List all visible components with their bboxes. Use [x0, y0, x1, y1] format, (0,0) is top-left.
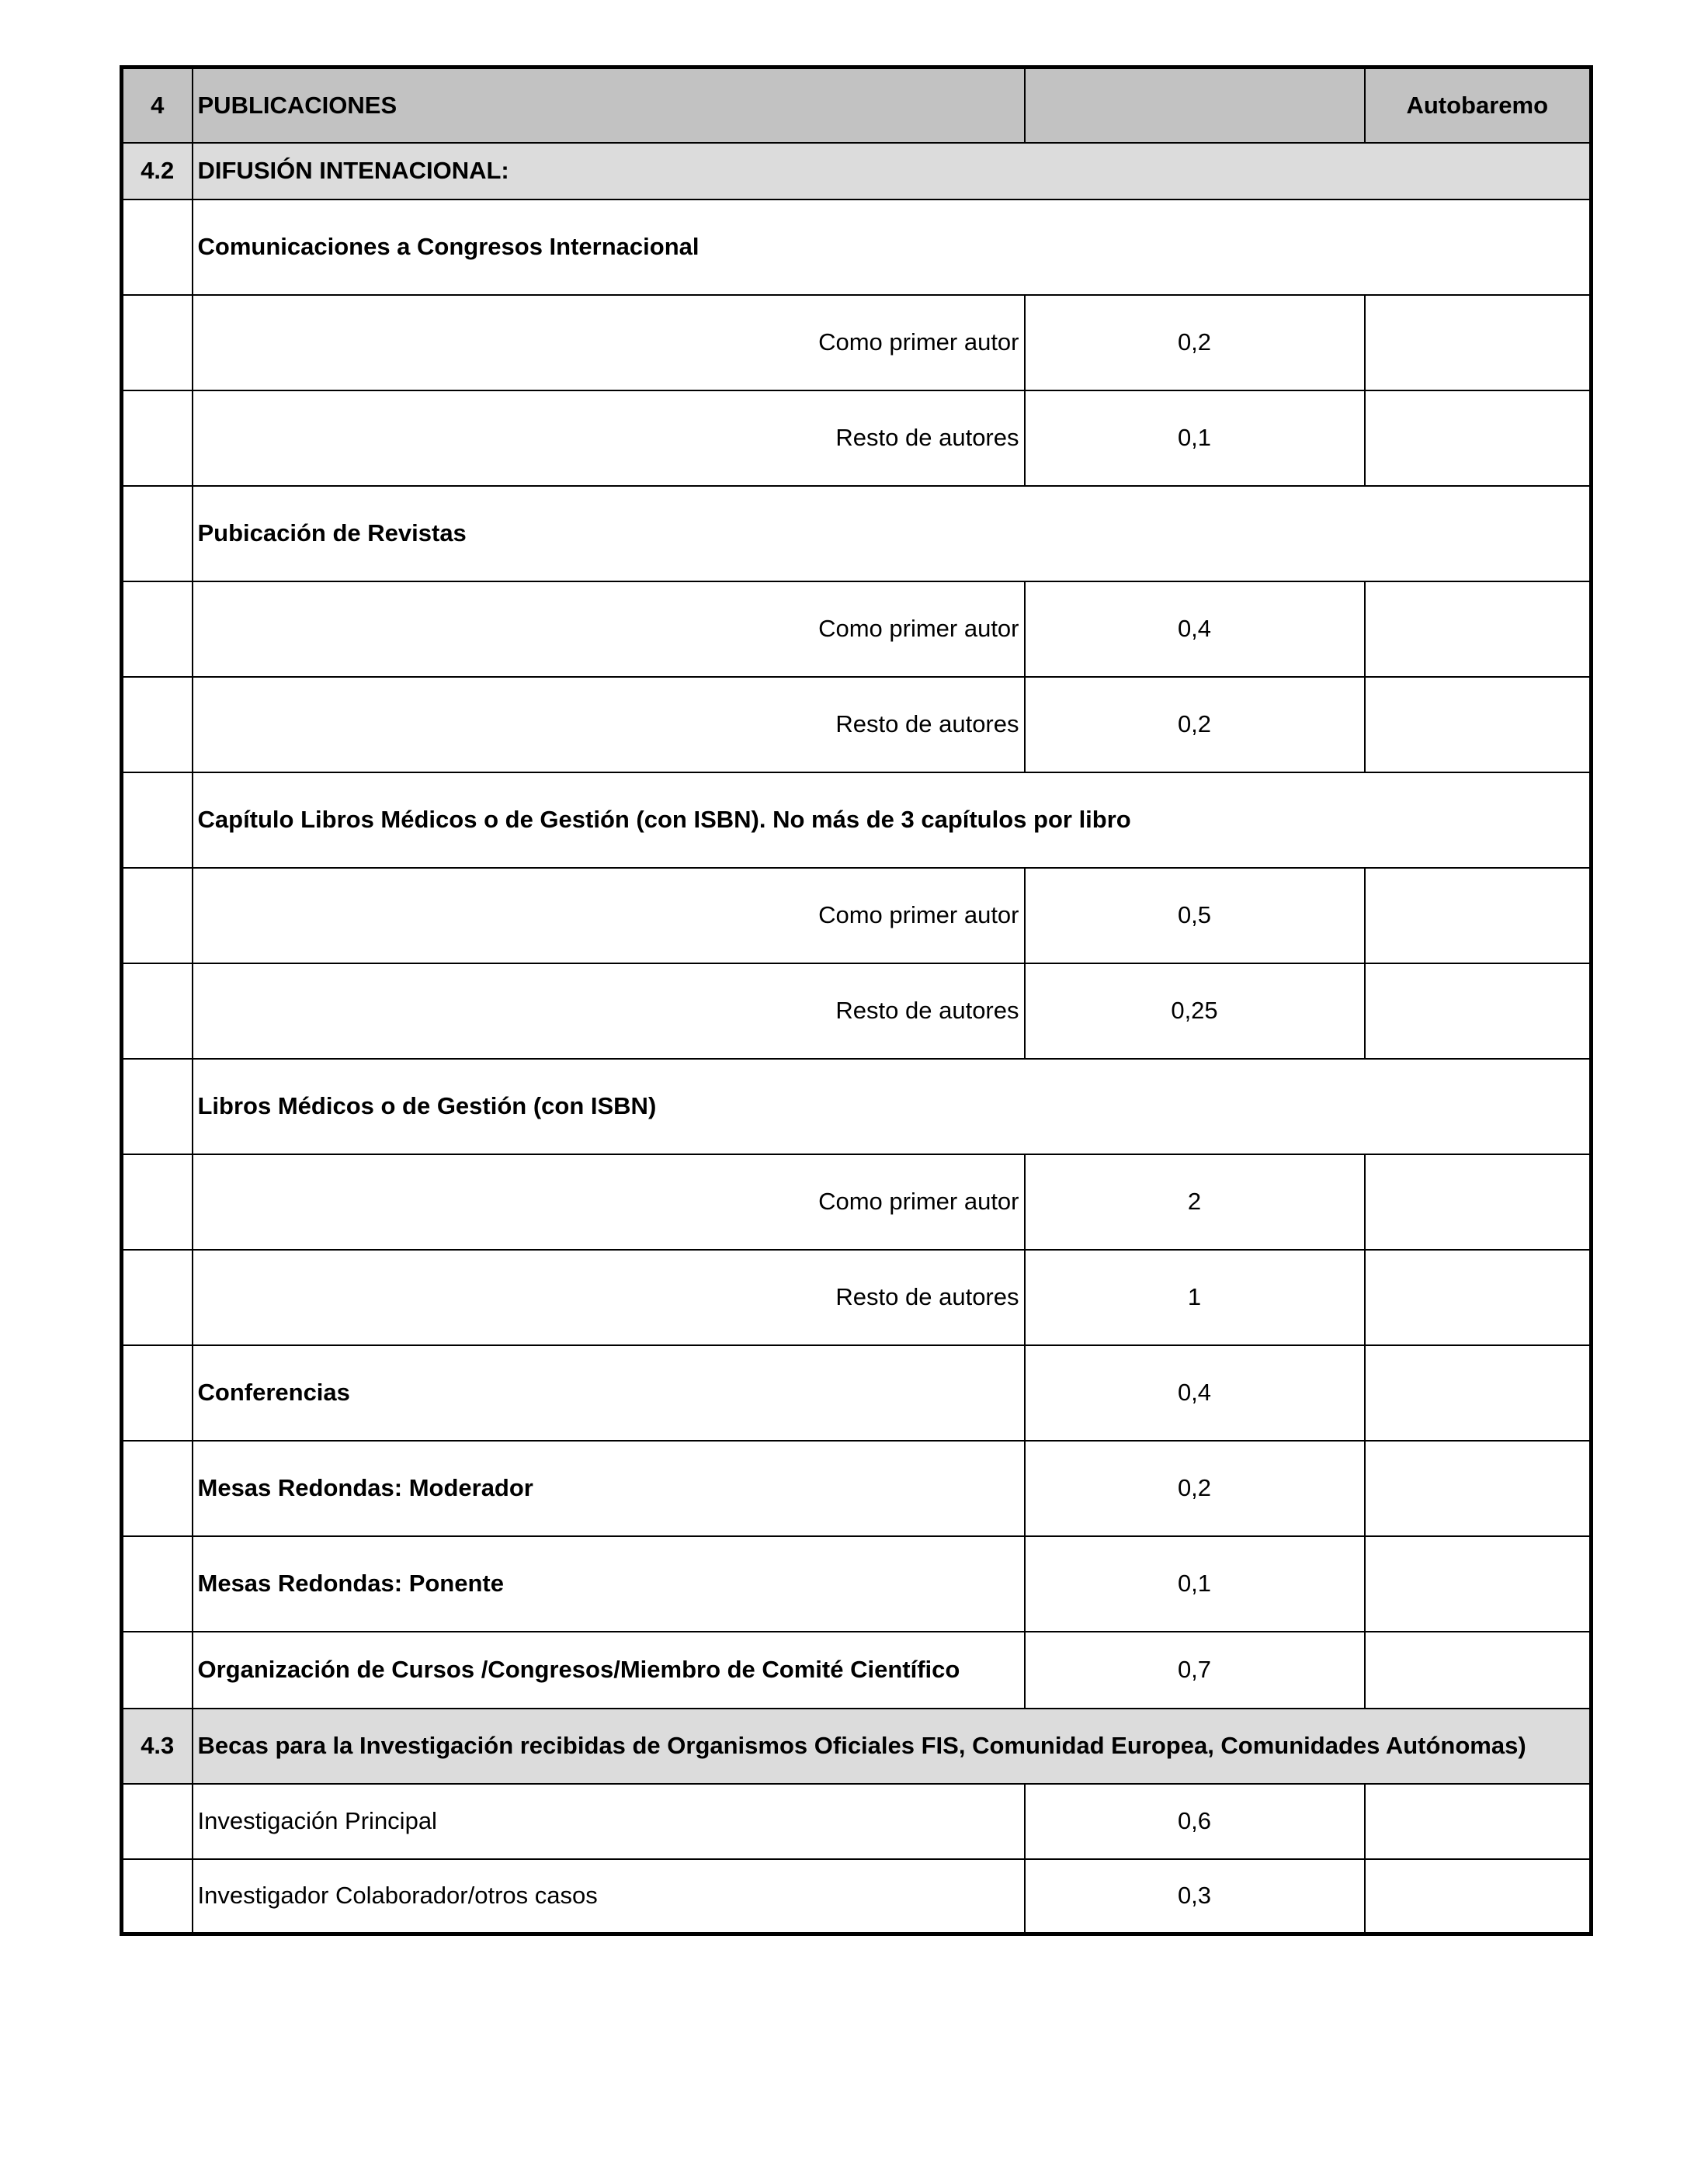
empty-cell	[122, 677, 193, 772]
row-label: Resto de autores	[193, 390, 1025, 486]
autobaremo-cell[interactable]	[1365, 1859, 1592, 1934]
autobaremo-cell[interactable]	[1365, 581, 1592, 677]
subsection-row	[122, 143, 1592, 199]
category-row	[122, 1059, 1592, 1154]
header-row	[122, 68, 1592, 143]
empty-cell	[122, 772, 193, 868]
row-points: 1	[1025, 1250, 1365, 1345]
autobaremo-cell[interactable]	[1365, 963, 1592, 1059]
row-points: 0,4	[1025, 1345, 1365, 1441]
empty-cell	[122, 963, 193, 1059]
empty-cell	[122, 1345, 193, 1441]
table-row	[122, 963, 1592, 1059]
empty-cell	[122, 486, 193, 581]
table-row	[122, 581, 1592, 677]
empty-cell	[122, 199, 193, 295]
autobaremo-cell[interactable]	[1365, 1784, 1592, 1859]
table-row	[122, 295, 1592, 390]
empty-cell	[122, 295, 193, 390]
section-number: 4	[122, 68, 193, 143]
empty-cell	[122, 1632, 193, 1709]
row-label: Como primer autor	[193, 295, 1025, 390]
category-title: Capítulo Libros Médicos o de Gestión (con ISBN). No más de 3 capítulos por libro	[193, 772, 1592, 868]
subsection-row	[122, 1709, 1592, 1784]
autobaremo-cell[interactable]	[1365, 868, 1592, 963]
autobaremo-cell[interactable]	[1365, 295, 1592, 390]
row-points: 0,2	[1025, 1441, 1365, 1536]
autobaremo-cell[interactable]	[1365, 1632, 1592, 1709]
row-points: 0,1	[1025, 1536, 1365, 1632]
row-points: 0,7	[1025, 1632, 1365, 1709]
category-title: Libros Médicos o de Gestión (con ISBN)	[193, 1059, 1592, 1154]
empty-cell	[122, 1441, 193, 1536]
empty-cell	[122, 390, 193, 486]
category-title: Comunicaciones a Congresos Internacional	[193, 199, 1592, 295]
points-header	[1025, 68, 1365, 143]
row-label: Resto de autores	[193, 677, 1025, 772]
autobaremo-header: Autobaremo	[1365, 68, 1592, 143]
empty-cell	[122, 1059, 193, 1154]
empty-cell	[122, 1784, 193, 1859]
row-label: Mesas Redondas: Moderador	[193, 1441, 1025, 1536]
table-row	[122, 1632, 1592, 1709]
table-row	[122, 1784, 1592, 1859]
row-label: Como primer autor	[193, 581, 1025, 677]
row-label: Organización de Cursos /Congresos/Miembro de Comité Científico	[193, 1632, 1025, 1709]
row-label: Investigación Principal	[193, 1784, 1025, 1859]
autobaremo-cell[interactable]	[1365, 390, 1592, 486]
table-row	[122, 1345, 1592, 1441]
row-points: 0,2	[1025, 295, 1365, 390]
autobaremo-cell[interactable]	[1365, 1536, 1592, 1632]
autobaremo-cell[interactable]	[1365, 1345, 1592, 1441]
table-row	[122, 677, 1592, 772]
row-label: Como primer autor	[193, 1154, 1025, 1250]
empty-cell	[122, 1536, 193, 1632]
autobaremo-cell[interactable]	[1365, 1250, 1592, 1345]
subsection-number: 4.3	[122, 1709, 193, 1784]
empty-cell	[122, 1859, 193, 1934]
autobaremo-cell[interactable]	[1365, 677, 1592, 772]
row-points: 0,25	[1025, 963, 1365, 1059]
row-points: 0,3	[1025, 1859, 1365, 1934]
row-points: 0,5	[1025, 868, 1365, 963]
empty-cell	[122, 868, 193, 963]
row-label: Resto de autores	[193, 1250, 1025, 1345]
table-row	[122, 1859, 1592, 1934]
row-label: Investigador Colaborador/otros casos	[193, 1859, 1025, 1934]
row-points: 0,2	[1025, 677, 1365, 772]
empty-cell	[122, 581, 193, 677]
table-row	[122, 1250, 1592, 1345]
table-row	[122, 868, 1592, 963]
row-label: Mesas Redondas: Ponente	[193, 1536, 1025, 1632]
section-title: PUBLICACIONES	[193, 68, 1025, 143]
subsection-title: DIFUSIÓN INTENACIONAL:	[193, 143, 1592, 199]
row-label: Conferencias	[193, 1345, 1025, 1441]
category-title: Pubicación de Revistas	[193, 486, 1592, 581]
table-row	[122, 1154, 1592, 1250]
category-row	[122, 772, 1592, 868]
row-label: Resto de autores	[193, 963, 1025, 1059]
subsection-title: Becas para la Investigación recibidas de Organismos Oficiales FIS, Comunidad Europea, Comunidades Autónomas)	[193, 1709, 1592, 1784]
row-points: 0,6	[1025, 1784, 1365, 1859]
category-row	[122, 199, 1592, 295]
row-points: 0,4	[1025, 581, 1365, 677]
baremo-table	[120, 65, 1593, 1936]
row-points: 0,1	[1025, 390, 1365, 486]
table-row	[122, 1536, 1592, 1632]
table-row	[122, 1441, 1592, 1536]
subsection-number: 4.2	[122, 143, 193, 199]
category-row	[122, 486, 1592, 581]
row-label: Como primer autor	[193, 868, 1025, 963]
row-points: 2	[1025, 1154, 1365, 1250]
autobaremo-cell[interactable]	[1365, 1154, 1592, 1250]
autobaremo-cell[interactable]	[1365, 1441, 1592, 1536]
empty-cell	[122, 1154, 193, 1250]
table-row	[122, 390, 1592, 486]
empty-cell	[122, 1250, 193, 1345]
